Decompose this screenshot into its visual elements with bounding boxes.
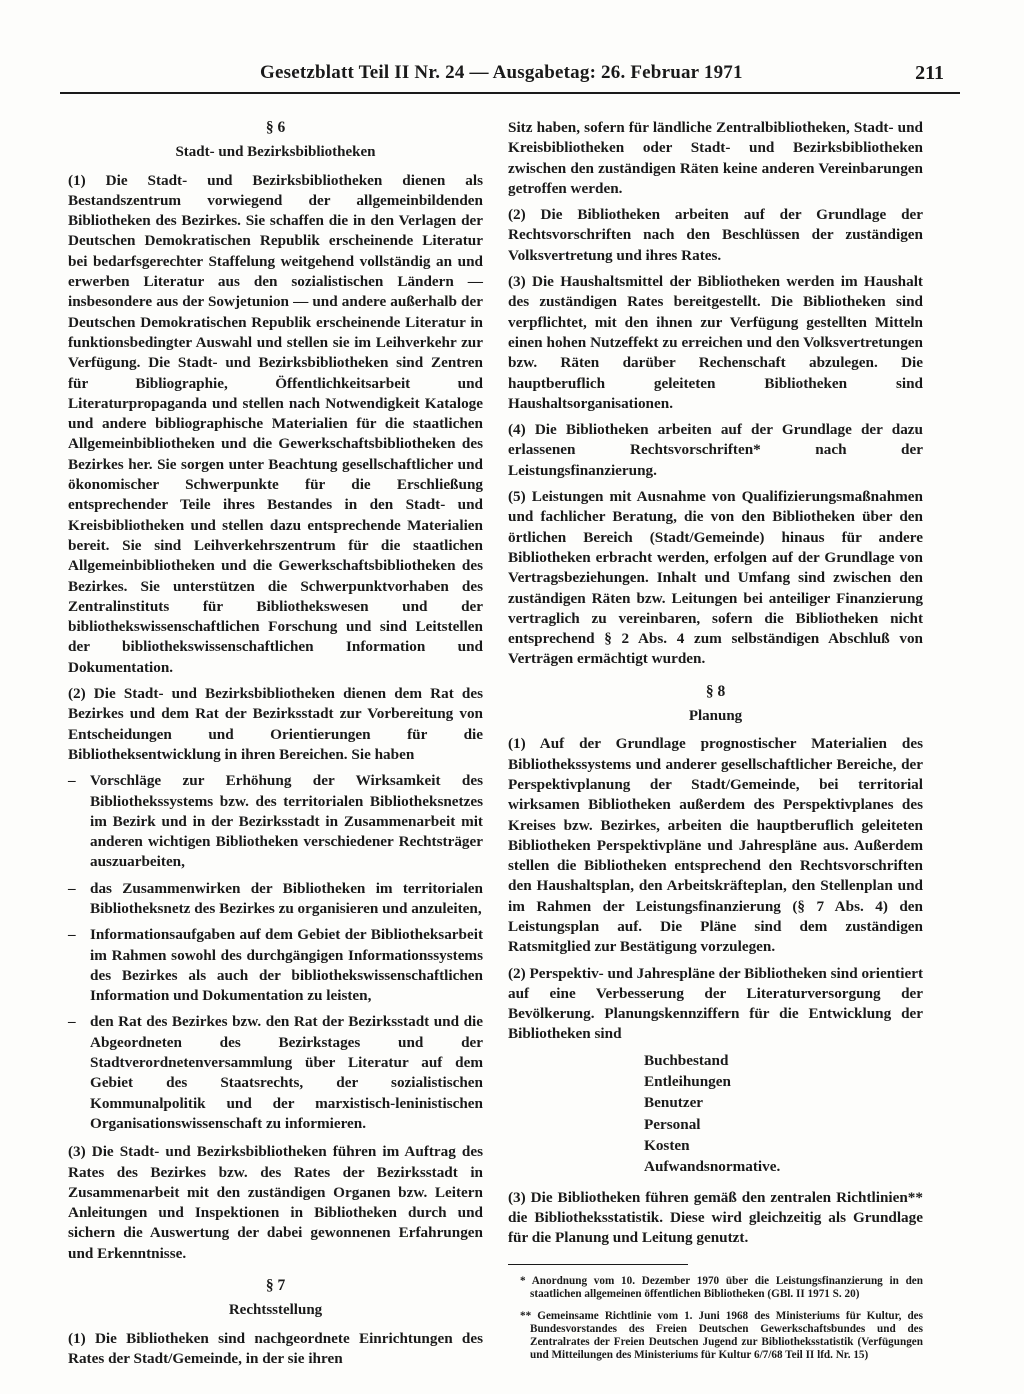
- section-7-paragraph-5: (5) Leistungen mit Ausnahme von Qualifizierungsmaßnahmen und fachlicher Beratung, die von den Bibliotheken über den örtlichen Bereich (Stadt/Gemeinde) hinaus für andere Bibliotheken erbracht werden, erfolgen auf der Grundlage von Vertragsbeziehungen. Inhalt und Umfang sind zwischen den zuständigen Räten bzw. Leitungen bei anteiliger Finanzierung vertraglich zu vereinbaren, sofern die Bibliotheken nicht entsprechend § 2 Abs. 4 zum selbständigen Abschluß von Verträgen ermächtigt wurden.: [508, 488, 923, 668]
- list-item: Entleihungen: [644, 1073, 731, 1091]
- footnote-1: * Anordnung vom 10. Dezember 1970 über die Leistungsfinanzierung in den staatlichen allgemeinen öffentlichen Bibliotheken (GBl. II 1971 S. 20): [520, 1275, 923, 1301]
- list-item: Buchbestand: [644, 1051, 729, 1069]
- section-6-number: § 6: [265, 119, 286, 136]
- section-7-paragraph-4: (4) Die Bibliotheken arbeiten auf der Grundlage der dazu erlassenen Rechtsvorschriften* nach der Leistungsfinanzierung.: [508, 421, 923, 479]
- list-item: – Vorschläge zur Erhöhung der Wirksamkeit des Bibliothekssystems bzw. des territorialen Bibliotheksnetzes im Bezirk und in der Bezirksstadt in Zusammenarbeit mit anderen wichtigen Bibliotheken verschiedener Rechtsträger auszuarbeiten,: [68, 771, 483, 872]
- section-8-number: § 8: [705, 682, 726, 700]
- section-7-paragraph-1-continued: Sitz haben, sofern für ländliche Zentralbibliotheken, Stadt- und Kreisbibliotheken oder Stadt- und Bezirksbibliotheken zwischen den zuständigen Räten keine anderen Vereinbarungen getroffen werden.: [508, 119, 923, 197]
- section-6-task-list: [68, 771, 483, 1134]
- footnote-divider: [508, 1264, 688, 1265]
- section-6-title: Stadt- und Bezirksbibliotheken: [175, 144, 376, 161]
- list-item: – das Zusammenwirken der Bibliotheken im territorialen Bibliotheksnetz des Bezirkes zu organisieren und anzuleiten,: [68, 879, 483, 920]
- section-8-title: Planung: [688, 708, 743, 725]
- section-6-paragraph-3: (3) Die Stadt- und Bezirksbibliotheken führen im Auftrag des Rates des Bezirkes bzw. des Rates der Bezirksstadt in Zusammenarbeit mit den zuständigen Organen bzw. Leitern Anleitungen und Inspektionen in Bibliotheken durch und sichern die Auswertung der dabei gewonnenen Erfahrungen und Erkenntnisse.: [68, 1143, 483, 1262]
- page-header: [60, 58, 960, 94]
- section-8-paragraph-3: (3) Die Bibliotheken führen gemäß den zentralen Richtlinien** die Bibliotheksstatistik. Diese wird gleichzeitig als Grundlage für die Planung und Leitung genutzt.: [508, 1188, 923, 1247]
- left-column: [68, 118, 483, 1375]
- list-item: Aufwandsnormative.: [644, 1158, 781, 1176]
- section-6-paragraph-1: (1) Die Stadt- und Bezirksbibliotheken dienen als Bestandszentrum vorwiegend der allgemeinbildenden Bibliotheken des Bezirkes. Sie schaffen die in den Verlagen der Deutschen Demokratischen Republik erscheinende Literatur bei bedarfsgerechter Staffelung weitgehend vollständig an und erwerben Literatur aus den sozialistischen Ländern — insbesondere aus der Sowjetunion — und andere außerhalb der Deutschen Demokratischen Republik erscheinende Literatur in funktionsbedingter Auswahl und stellen sie im Leihverkehr zur Verfügung. Die Stadt- und Bezirksbibliotheken sind Zentren für Bibliographie, Öffentlichkeitsarbeit und Literaturpropaganda und stellen nach Notwendigkeit Kataloge und andere bibliographische Materialien für die staatlichen Allgemeinbibliotheken und die Gewerkschaftsbibliotheken des Bezirkes her. Sie sorgen unter Beachtung gesellschaftlicher und ökonomischer Schwerpunkte für die Erschließung entsprechender Teile ihres Bestandes in den Stadt- und Kreisbibliotheken und stellen dazu entsprechende Materialien bereit. Sie sind Leihverkehrszentrum für die staatlichen Allgemeinbibliotheken und die Gewerkschaftsbibliotheken des Bezirkes. Sie unterstützen die Schwerpunktvorhaben des Zentralinstituts für Bibliothekswesen und der bibliothekswissenschaftlichen Forschung und sind Leitstellen der bibliothekswissenschaftlichen Information und Dokumentation.: [68, 171, 483, 676]
- list-item: Personal: [644, 1115, 701, 1133]
- list-item: – den Rat des Bezirkes bzw. den Rat der Bezirksstadt und die Abgeordneten des Bezirkstages und der Stadtverordnetenversammlung über Literatur auf dem Gebiet des Staatsrechts, der sozialistischen Kommunalpolitik und der marxistisch-leninistischen Organisationswissenschaft zu informieren.: [68, 1012, 483, 1134]
- header-title: Gesetzblatt Teil II Nr. 24 — Ausgabetag: 26. Februar 1971: [260, 62, 743, 83]
- footnote-2: ** Gemeinsame Richtlinie vom 1. Juni 1968 des Ministeriums für Kultur, des Bundesvorstandes des Freien Deutschen Gewerkschaftsbundes und des Zentralrates der Freien Deutschen Jugend zur Bibliotheksstatistik (Verfügungen und Mitteilungen des Ministeriums für Kultur 6/7/68 Teil II lfd. Nr. 15): [520, 1310, 923, 1362]
- right-column: [508, 118, 923, 1371]
- list-item: Kosten: [644, 1136, 690, 1154]
- section-6-paragraph-2: (2) Die Stadt- und Bezirksbibliotheken dienen dem Rat des Bezirkes und dem Rat der Bezirksstadt zur Vorbereitung von Entscheidungen und Orientierungen für die Bibliotheksentwicklung in ihren Bereichen. Sie haben: [68, 685, 483, 763]
- section-7-paragraph-1-start: (1) Die Bibliotheken sind nachgeordnete Einrichtungen des Rates der Stadt/Gemeinde, in der sie ihren: [68, 1329, 483, 1367]
- section-8-paragraph-1: (1) Auf der Grundlage prognostischer Materialien des Bibliothekssystems und anderer gesellschaftlicher Bereiche, der Perspektivplanung der Stadt/Gemeinde, bei territorial wirksamen Bibliotheken außerdem des Perspektivplanes des Kreises bzw. Bezirkes, arbeiten die hauptberuflich geleiteten Bibliotheken Perspektivpläne und Jahrespläne aus. Außerdem stellen die Bibliotheken entsprechend den Rechtsvorschriften den Haushaltsplan, den Arbeitskräfteplan, den Stellenplan und im Rahmen der Leistungsfinanzierung (§ 7 Abs. 4) den Leistungsplan auf. Die Pläne sind dem zuständigen Ratsmitglied zur Bestätigung vorzulegen.: [508, 735, 923, 956]
- section-7-title: Rechtsstellung: [228, 1302, 323, 1319]
- section-7-paragraph-2: (2) Die Bibliotheken arbeiten auf der Grundlage der Rechtsvorschriften nach den Beschlüssen der zuständigen Volksvertretung und ihres Rates.: [508, 206, 923, 264]
- list-item: – Informationsaufgaben auf dem Gebiet der Bibliotheksarbeit im Rahmen sowohl des durchgängigen Informationssystems des Bezirkes als auch der bibliothekswissenschaftlichen Information und Dokumentation zu leisten,: [68, 925, 483, 1006]
- section-7-number: § 7: [265, 1277, 286, 1295]
- planning-indicator-list: [508, 1051, 923, 1178]
- list-item: Benutzer: [644, 1094, 704, 1112]
- section-7-paragraph-3: (3) Die Haushaltsmittel der Bibliotheken werden im Haushalt des zuständigen Rates bereitgestellt. Die Bibliotheken sind verpflichtet, mit den ihnen zur Verfügung gestellten Mitteln einen hohen Nutzeffekt zu erreichen und den Volksvertretungen bzw. Räten darüber Rechenschaft abzulegen. Die hauptberuflich geleiteten Bibliotheken sind Haushaltsorganisationen.: [508, 273, 923, 412]
- section-8-paragraph-2: (2) Perspektiv- und Jahrespläne der Bibliotheken sind orientiert auf eine Verbesserung der Literaturversorgung der Bevölkerung. Planungskennziffern für die Entwicklung der Bibliotheken sind: [508, 964, 924, 1043]
- page-number: 211: [915, 62, 944, 84]
